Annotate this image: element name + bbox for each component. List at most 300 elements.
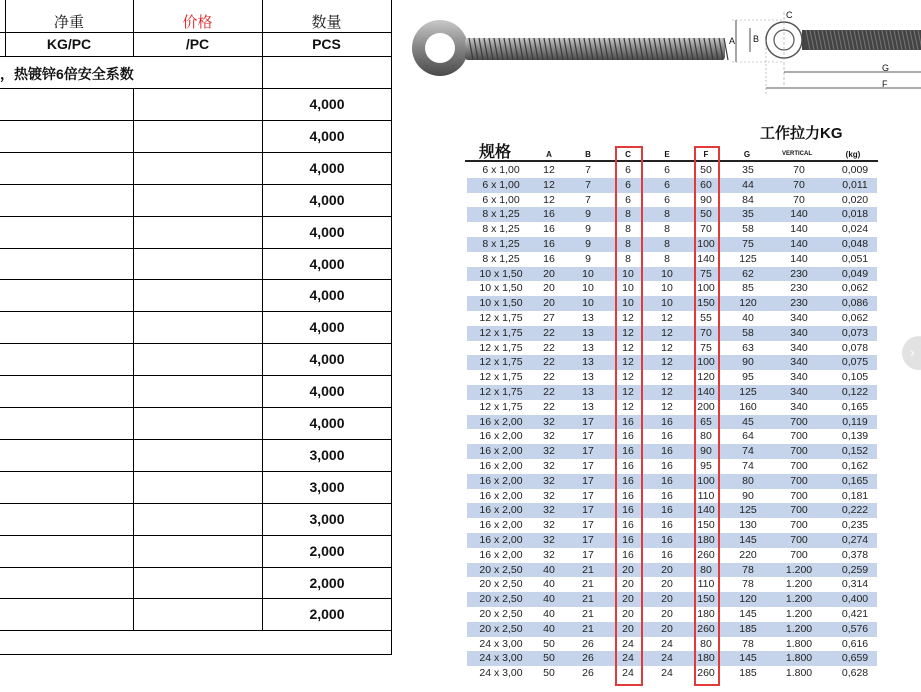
spec-cell: 8 [664, 237, 670, 250]
spec-row [467, 355, 877, 370]
spec-cell: 12 [661, 311, 673, 324]
spec-cell: 20 [543, 267, 555, 280]
spec-cell: 22 [543, 371, 555, 384]
spec-cell: 8 [664, 252, 670, 265]
spec-cell: 20 [543, 297, 555, 310]
spec-cell: 44 [742, 178, 754, 191]
spec-cell: 700 [790, 533, 808, 546]
spec-cell: 150 [697, 519, 715, 532]
spec-row [467, 326, 877, 341]
spec-cell: 20 x 2,50 [479, 593, 523, 606]
spec-cell: 17 [582, 504, 594, 517]
spec-row [467, 237, 877, 252]
spec-row [467, 178, 877, 193]
spec-cell: 0,274 [841, 533, 869, 546]
spec-cell: 700 [790, 489, 808, 502]
spec-cell: 0,051 [841, 252, 869, 265]
spec-cell: 20 [661, 563, 673, 576]
spec-cell: 0,062 [841, 282, 869, 295]
spec-cell: 75 [700, 267, 712, 280]
spec-cell: 0,105 [841, 371, 869, 384]
spec-cell: 21 [582, 622, 594, 635]
spec-cell: 10 x 1,50 [479, 267, 523, 280]
spec-cell: 20 x 2,50 [479, 622, 523, 635]
spec-cell: 260 [697, 667, 715, 680]
highlight-c-column [615, 146, 643, 686]
spec-cell: 16 x 2,00 [479, 430, 523, 443]
spec-cell: 32 [543, 430, 555, 443]
spec-cell: 24 [622, 652, 634, 665]
spec-cell: 700 [790, 445, 808, 458]
grid-line [0, 567, 392, 568]
spec-cell: 12 [661, 356, 673, 369]
quantity-cell: 4,000 [309, 351, 345, 368]
spec-cell: 140 [790, 237, 808, 250]
spec-cell: 12 [543, 164, 555, 176]
spec-cell: 9 [585, 223, 591, 236]
spec-label: 规格 [479, 144, 512, 161]
spec-cell: 22 [543, 341, 555, 354]
spec-header-row [465, 144, 878, 162]
grid-line [391, 0, 392, 655]
spec-cell: 6 [625, 178, 631, 191]
spec-cell: 13 [582, 400, 594, 413]
spec-cell: 6 [664, 193, 670, 206]
spec-cell: 40 [543, 563, 555, 576]
spec-cell: 12 x 1,75 [479, 326, 523, 339]
spec-cell: 180 [697, 652, 715, 665]
spec-cell: 8 [625, 208, 631, 221]
spec-cell: 125 [739, 385, 757, 398]
highlight-f-column [694, 146, 720, 686]
spec-cell: 12 [622, 385, 634, 398]
chevron-right-icon: › [910, 344, 915, 360]
spec-cell: 40 [543, 593, 555, 606]
spec-cell: 12 [622, 341, 634, 354]
quantity-cell: 3,000 [309, 478, 345, 495]
spec-cell: 0,616 [841, 637, 869, 650]
spec-cell: 16 [622, 504, 634, 517]
spec-cell: 58 [742, 223, 754, 236]
spec-cell: 10 [582, 267, 594, 280]
spec-cell: 120 [739, 593, 757, 606]
spec-cell: 12 [622, 400, 634, 413]
dim-c-label: C [786, 10, 793, 20]
spec-cell: 12 [622, 326, 634, 339]
grid-line [0, 439, 392, 440]
spec-cell: 1.200 [785, 578, 813, 591]
spec-cell: 145 [739, 607, 757, 620]
spec-cell: 24 x 3,00 [479, 637, 523, 650]
spec-cell: 6 x 1,00 [482, 178, 520, 191]
quantity-cell: 4,000 [309, 255, 345, 272]
spec-cell: 0,011 [842, 178, 868, 191]
spec-cell: 0,576 [841, 622, 869, 635]
spec-cell: 70 [793, 178, 805, 191]
spec-cell: 100 [697, 237, 715, 250]
spec-cell: 12 [661, 371, 673, 384]
spec-row [467, 533, 877, 548]
spec-cell: 7 [585, 164, 591, 176]
spec-cell: 70 [793, 193, 805, 206]
spec-cell: 13 [582, 371, 594, 384]
spec-cell: 6 [625, 193, 631, 206]
quantity-cell: 4,000 [309, 319, 345, 336]
spec-cell: 10 [582, 297, 594, 310]
spec-row [467, 503, 877, 518]
spec-cell: 0,139 [841, 430, 869, 443]
spec-cell: 100 [697, 356, 715, 369]
spec-cell: 17 [582, 459, 594, 472]
spec-cell: 16 x 2,00 [479, 533, 523, 546]
spec-cell: 16 [543, 252, 555, 265]
grid-line [0, 152, 392, 153]
spec-cell: 20 [622, 578, 634, 591]
spec-cell: 70 [700, 223, 712, 236]
grid-line [0, 375, 392, 376]
spec-row [467, 296, 877, 311]
spec-cell: 20 x 2,50 [479, 607, 523, 620]
spec-cell: 1.800 [785, 667, 813, 680]
spec-cell: 20 x 2,50 [479, 563, 523, 576]
spec-cell: 24 [622, 637, 634, 650]
spec-row [467, 267, 877, 282]
spec-cell: 16 [661, 533, 673, 546]
spec-cell: 40 [543, 578, 555, 591]
spec-cell: 12 [622, 371, 634, 384]
spec-cell: 1.200 [785, 563, 813, 576]
spec-cell: 12 x 1,75 [479, 341, 523, 354]
spec-cell: 8 [664, 223, 670, 236]
quantity-cell: 2,000 [309, 574, 345, 591]
spec-cell: 16 [622, 519, 634, 532]
spec-cell: 20 [661, 593, 673, 606]
spec-cell: 10 [622, 282, 634, 295]
spec-cell: 185 [739, 667, 757, 680]
spec-cell: 12 x 1,75 [479, 385, 523, 398]
spec-cell: 700 [790, 415, 808, 428]
spec-cell: 140 [790, 252, 808, 265]
spec-cell: 17 [582, 415, 594, 428]
net-weight-unit: KG/PC [46, 36, 92, 52]
spec-cell: 9 [585, 237, 591, 250]
spec-row [467, 222, 877, 237]
spec-cell: 0,400 [841, 593, 869, 606]
spec-cell: 0,152 [841, 445, 869, 458]
spec-cell: 120 [739, 297, 757, 310]
spec-cell: 8 x 1,25 [482, 252, 520, 265]
spec-cell: 50 [543, 637, 555, 650]
spec-cell: 700 [790, 519, 808, 532]
spec-cell: 16 x 2,00 [479, 459, 523, 472]
spec-cell: 16 [661, 445, 673, 458]
spec-cell: 26 [582, 637, 594, 650]
spec-cell: 40 [543, 607, 555, 620]
grid-line [0, 407, 392, 408]
spec-cell: 6 [664, 164, 670, 176]
col-f: F [703, 150, 709, 159]
spec-row [467, 474, 877, 489]
spec-cell: 90 [700, 445, 712, 458]
spec-note: ，热镀锌6倍安全系数 [0, 66, 134, 82]
spec-cell: 6 [664, 178, 670, 191]
spec-cell: 16 [661, 415, 673, 428]
spec-cell: 16 x 2,00 [479, 489, 523, 502]
spec-cell: 120 [697, 371, 715, 384]
spec-cell: 10 [622, 267, 634, 280]
spec-cell: 10 [661, 267, 673, 280]
spec-cell: 1.800 [785, 652, 813, 665]
spec-cell: 1.800 [785, 637, 813, 650]
spec-cell: 16 [543, 208, 555, 221]
spec-cell: 0,378 [841, 548, 869, 561]
spec-cell: 160 [739, 400, 757, 413]
spec-cell: 16 [622, 489, 634, 502]
spec-cell: 7 [585, 193, 591, 206]
spec-cell: 0,659 [841, 652, 869, 665]
spec-cell: 22 [543, 400, 555, 413]
spec-cell: 0,024 [841, 223, 869, 236]
spec-row [467, 563, 877, 578]
spec-cell: 90 [700, 193, 712, 206]
col-kg: (kg) [845, 150, 861, 159]
spec-cell: 700 [790, 459, 808, 472]
spec-cell: 64 [742, 430, 754, 443]
grid-line [0, 216, 392, 217]
grid-line [0, 654, 392, 655]
grid-line [0, 630, 392, 631]
spec-cell: 16 x 2,00 [479, 445, 523, 458]
spec-cell: 8 [625, 223, 631, 236]
spec-cell: 220 [739, 548, 757, 561]
spec-cell: 95 [700, 459, 712, 472]
spec-cell: 9 [585, 252, 591, 265]
spec-cell: 0,119 [842, 415, 868, 428]
grid-line [0, 32, 392, 33]
spec-cell: 6 x 1,00 [482, 164, 520, 176]
spec-cell: 20 [622, 607, 634, 620]
grid-line [0, 598, 392, 599]
quantity-cell: 3,000 [309, 446, 345, 463]
spec-cell: 340 [790, 356, 808, 369]
spec-cell: 12 [543, 178, 555, 191]
spec-cell: 12 x 1,75 [479, 356, 523, 369]
spec-cell: 150 [697, 593, 715, 606]
quantity-cell: 3,000 [309, 510, 345, 527]
spec-cell: 16 [661, 430, 673, 443]
spec-row [467, 577, 877, 592]
spec-cell: 50 [543, 652, 555, 665]
spec-cell: 110 [697, 489, 715, 502]
spec-cell: 16 [622, 415, 634, 428]
spec-cell: 12 [661, 385, 673, 398]
spec-row [467, 207, 877, 222]
col-b: B [585, 150, 591, 159]
spec-cell: 24 [661, 637, 673, 650]
spec-row [467, 415, 877, 430]
quantity-unit: PCS [312, 36, 341, 52]
spec-cell: 0,020 [841, 193, 869, 206]
spec-cell: 0,049 [841, 267, 869, 280]
spec-cell: 10 [622, 297, 634, 310]
spec-cell: 17 [582, 533, 594, 546]
spec-cell: 20 [622, 563, 634, 576]
spec-cell: 20 x 2,50 [479, 578, 523, 591]
spec-cell: 0,075 [841, 356, 869, 369]
spec-cell: 16 [622, 474, 634, 487]
spec-cell: 0,162 [841, 459, 869, 472]
spec-cell: 80 [700, 430, 712, 443]
spec-cell: 50 [700, 208, 712, 221]
spec-cell: 16 x 2,00 [479, 519, 523, 532]
spec-cell: 65 [700, 415, 712, 428]
spec-row [467, 163, 877, 178]
spec-cell: 12 [543, 193, 555, 206]
quantity-cell: 4,000 [309, 127, 345, 144]
grid-line [0, 535, 392, 536]
spec-cell: 16 x 2,00 [479, 415, 523, 428]
spec-cell: 32 [543, 459, 555, 472]
spec-cell: 16 [622, 459, 634, 472]
spec-cell: 10 x 1,50 [479, 297, 523, 310]
spec-cell: 8 [664, 208, 670, 221]
dim-b-label: B [753, 34, 760, 44]
spec-cell: 140 [790, 223, 808, 236]
spec-row [467, 489, 877, 504]
spec-cell: 26 [582, 652, 594, 665]
spec-cell: 16 [661, 519, 673, 532]
spec-cell: 40 [742, 311, 754, 324]
spec-cell: 24 [661, 652, 673, 665]
next-page-button[interactable] [902, 336, 921, 370]
price-unit: /PC [185, 36, 210, 52]
spec-cell: 6 x 1,00 [482, 193, 520, 206]
spec-cell: 32 [543, 519, 555, 532]
spec-cell: 0,165 [841, 400, 869, 413]
spec-cell: 10 [582, 282, 594, 295]
spec-row [467, 666, 877, 681]
drawing-lines [722, 6, 921, 98]
spec-cell: 125 [739, 504, 757, 517]
spec-cell: 100 [697, 474, 715, 487]
quantity-cell: 4,000 [309, 287, 345, 304]
spec-cell: 8 [625, 237, 631, 250]
quantity-cell: 4,000 [309, 415, 345, 431]
spec-cell: 8 x 1,25 [482, 208, 520, 221]
spec-row [467, 607, 877, 622]
spec-cell: 340 [790, 385, 808, 398]
spec-cell: 260 [697, 622, 715, 635]
spec-cell: 0,628 [841, 667, 869, 680]
spec-cell: 78 [742, 637, 754, 650]
spec-cell: 180 [697, 533, 715, 546]
spec-cell: 32 [543, 415, 555, 428]
spec-cell: 185 [739, 622, 757, 635]
spec-cell: 10 [661, 282, 673, 295]
working-load-caption: 工作拉力KG [760, 125, 843, 142]
spec-row [467, 385, 877, 400]
spec-cell: 340 [790, 326, 808, 339]
spec-cell: 16 x 2,00 [479, 504, 523, 517]
spec-cell: 55 [700, 311, 712, 324]
spec-cell: 0,259 [841, 563, 869, 576]
spec-cell: 10 [661, 297, 673, 310]
spec-cell: 80 [700, 637, 712, 650]
spec-cell: 20 [543, 282, 555, 295]
grid-line [133, 88, 134, 631]
spec-cell: 21 [582, 578, 594, 591]
spec-cell: 13 [582, 311, 594, 324]
spec-cell: 17 [582, 548, 594, 561]
spec-cell: 12 [622, 311, 634, 324]
spec-cell: 40 [543, 622, 555, 635]
spec-cell: 0,235 [841, 519, 869, 532]
order-sheet [0, 0, 392, 655]
spec-cell: 80 [742, 474, 754, 487]
spec-cell: 16 [661, 504, 673, 517]
spec-cell: 35 [742, 208, 754, 221]
spec-cell: 700 [790, 504, 808, 517]
net-weight-header: 净重 [53, 14, 84, 31]
spec-cell: 125 [739, 252, 757, 265]
spec-cell: 12 x 1,75 [479, 311, 523, 324]
spec-cell: 0,181 [841, 489, 869, 502]
spec-cell: 24 x 3,00 [479, 652, 523, 665]
spec-rows [467, 163, 877, 681]
spec-cell: 1.200 [785, 593, 813, 606]
spec-cell: 78 [742, 578, 754, 591]
spec-cell: 70 [700, 326, 712, 339]
spec-cell: 74 [742, 445, 754, 458]
spec-cell: 13 [582, 385, 594, 398]
spec-cell: 12 [622, 356, 634, 369]
spec-cell: 0,062 [841, 311, 869, 324]
grid-line [0, 184, 392, 185]
spec-row [467, 592, 877, 607]
spec-cell: 0,122 [841, 385, 869, 398]
quantity-cell: 4,000 [309, 223, 345, 240]
spec-cell: 85 [742, 282, 754, 295]
spec-cell: 16 [622, 533, 634, 546]
spec-cell: 16 [622, 430, 634, 443]
spec-cell: 22 [543, 326, 555, 339]
quantity-cell: 4,000 [309, 383, 345, 400]
quantity-cell: 4,000 [309, 96, 345, 112]
spec-cell: 17 [582, 489, 594, 502]
spec-cell: 22 [543, 385, 555, 398]
spec-cell: 32 [543, 474, 555, 487]
eye-bolt-photo [407, 6, 732, 88]
spec-row [467, 637, 877, 652]
grid-line [0, 343, 392, 344]
quantity-cell: 2,000 [309, 542, 345, 559]
grid-line [0, 503, 392, 504]
col-e: E [664, 150, 670, 159]
spec-row [467, 651, 877, 666]
grid-line [0, 248, 392, 249]
spec-cell: 16 [661, 474, 673, 487]
spec-cell: 20 [661, 622, 673, 635]
spec-cell: 140 [697, 385, 715, 398]
col-vertical: VERTICAL [782, 151, 812, 157]
quantity-header: 数量 [311, 14, 342, 31]
spec-cell: 0,048 [841, 237, 869, 250]
grid-line [0, 471, 392, 472]
col-c: C [625, 150, 631, 159]
spec-cell: 90 [742, 489, 754, 502]
spec-cell: 200 [697, 400, 715, 413]
spec-cell: 50 [700, 164, 712, 176]
